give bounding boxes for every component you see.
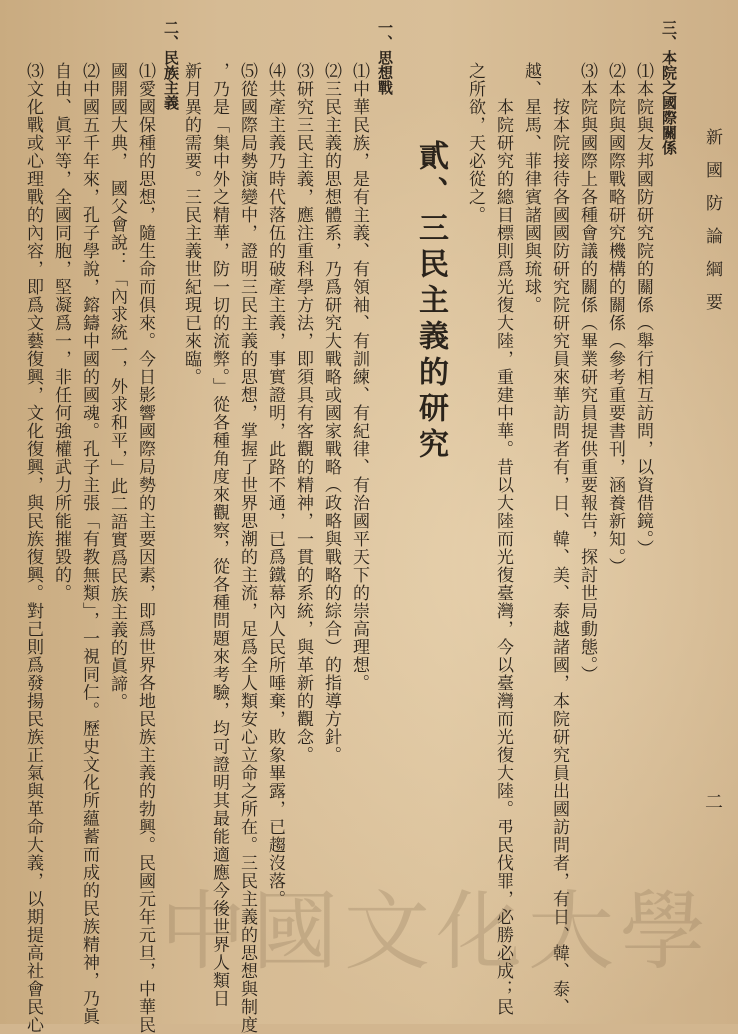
list-item-continued: 新月異的需要。三民主義世紀現已來臨。	[181, 62, 201, 386]
page-number: 二	[705, 792, 723, 813]
section-heading: 三、本院之國際關係	[660, 20, 678, 155]
paragraph-line: 按本院接待各國國防研究院研究員來華訪問者有，日、韓、美、泰越諸國，本院研究員出國訪問者，有日、韓、泰、	[549, 62, 569, 1016]
running-head: 新國防論綱要	[702, 128, 722, 326]
list-item: ⑴中華民族，是有主義、有領袖、有訓練、有紀律、有治國平天下的崇高理想。	[349, 62, 369, 692]
list-item: ⑶文化戰或心理戰的內容，即爲文藝復興，文化復興，與民族復興。對己則爲發揚民族正氣與革命大義，以期提高社會民心	[23, 62, 43, 1034]
section-heading: 二、民族主義	[162, 20, 180, 110]
list-item: ⑸從國際局勢演變中，證明三民主義的思想，掌握了世界思潮的主流，足爲全人類安心立命之所在。三民主義的思想與制度	[237, 62, 257, 1034]
list-item: ⑶本院與國際上各種會議的關係（畢業研究員提供重要報告，探討世局動態。）	[577, 62, 597, 684]
list-item-continued: 國開國大典， 國父會說：「內求統一，外求和平，」此二語實爲民族主義的眞諦。	[107, 62, 127, 711]
paragraph-line: 本院研究的總目標則爲光復大陸，重建中華。昔以大陸而光復臺灣，今以臺灣而光復大陸。弔民伐罪，必勝必成；民	[493, 62, 513, 1016]
list-item: ⑵三民主義的思想體系，乃爲研究大戰略或國家戰略（政略與戰略的綜合）的指導方針。	[321, 62, 341, 764]
list-item-continued: 自由、眞平等，全國同胞，堅凝爲一，非任何強權武力所能摧毀的。	[51, 62, 71, 602]
list-item: ⑷共產主義乃時代落伍的破產主義，事實證明，此路不通，已爲鐵幕內人民所唾棄，敗象畢露，已趨沒落。	[265, 62, 285, 908]
paragraph-line: 之所欲，天必從之。	[465, 62, 485, 224]
paragraph-line: 越、星馬、菲律賓諸國與琉球。	[521, 62, 541, 314]
watermark: 中國文化大學	[160, 882, 712, 982]
section-heading: 一、思想戰	[376, 20, 394, 95]
list-item: ⑴本院與友邦國防研究院的關係（舉行相互訪問，以資借鏡。）	[633, 62, 653, 558]
list-item: ⑵中國五千年來，孔子學說，鎔鑄中國的國魂。孔子主張「有教無類」，一視同仁。歷史文化所蘊蓄而成的民族精神，乃眞	[79, 62, 99, 1026]
list-item: ⑶研究三民主義，應注重科學方法，即須具有客觀的精神，一貫的系統，與革新的觀念。	[293, 62, 313, 764]
list-item: ⑵本院與國際戰略研究機構的關係（參考重要書刊，涵養新知。）	[605, 62, 625, 576]
list-item: ⑴愛國保種的思想，隨生命而俱來。今日影響國際局勢的主要因素，即爲世界各地民族主義的勃興。民國元年元旦，中華民	[135, 62, 155, 1034]
chapter-title: 貳、三民主義的研究	[413, 140, 448, 464]
list-item-continued: ，乃是「集中外之精華，防一切的流弊。」從各種角度來觀察，從各種問題來考驗，均可證明其最能適應今後世界人類日	[209, 62, 229, 1008]
